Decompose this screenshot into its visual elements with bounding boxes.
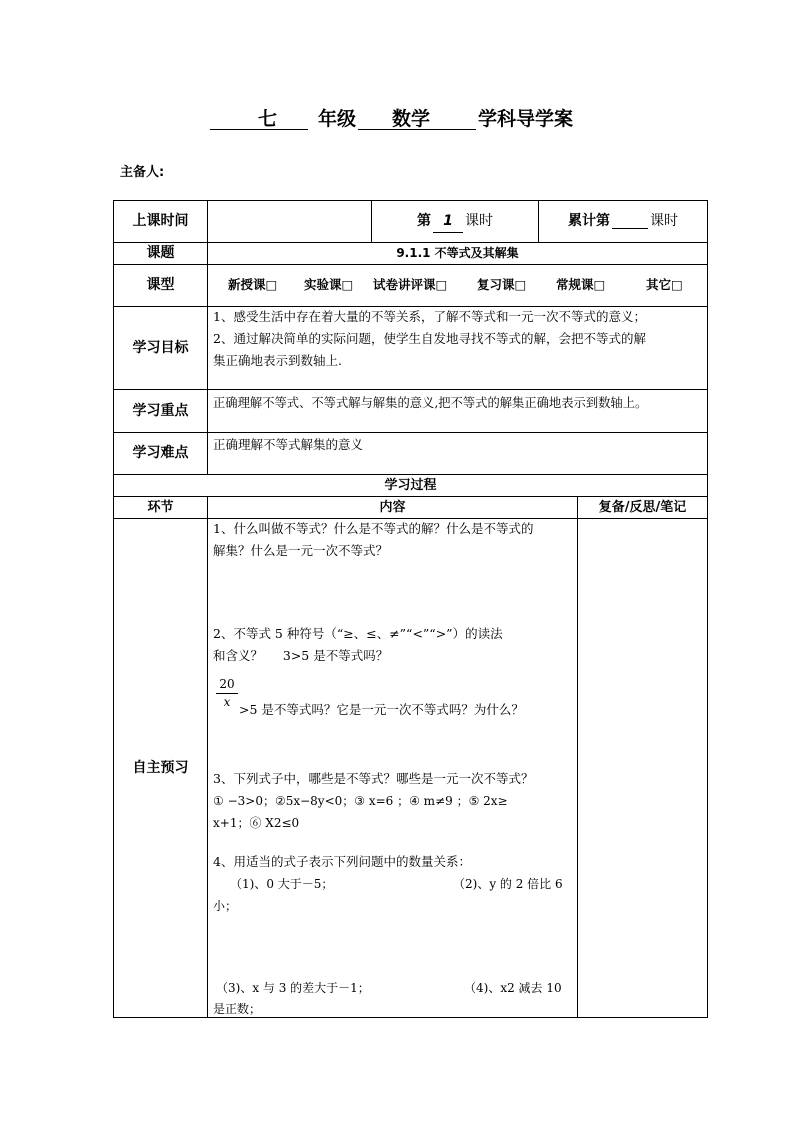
q4-item-3: （3)、x 与 3 的差大于－1； [216, 981, 370, 995]
document-title [210, 104, 590, 132]
q1-line-1: 1、什么叫做不等式？什么是不等式的解？什么是不等式的 [213, 521, 534, 536]
type-option-regular[interactable]: 常规课□ [556, 277, 606, 292]
focus-value: 正确理解不等式、不等式解与解集的意义,把不等式的解集正确地表示到数轴上。 [213, 396, 648, 410]
q2-followup: >5 是不等式吗？它是一元一次不等式吗？为什么？ [239, 702, 524, 717]
subject: 数学 [392, 108, 431, 130]
notes-column-header: 复备/反思/笔记 [598, 500, 687, 515]
grade: 七 [258, 108, 278, 130]
focus-label: 学习重点 [132, 402, 189, 419]
stage-column-header: 环节 [147, 500, 174, 515]
q4-intro: 4、用适当的式子表示下列问题中的数量关系： [213, 854, 471, 869]
q4-item-4-cont: 是正数； [213, 1002, 262, 1016]
goal-line-3: 集正确地表示到数轴上. [213, 353, 342, 368]
q4-item-4: （4)、x2 减去 10 [464, 981, 562, 995]
class-time-label: 上课时间 [132, 213, 189, 229]
goal-line-2: 2、通过解决简单的实际问题，使学生自发地寻找不等式的解，会把不等式的解 [213, 331, 646, 346]
q4-item-2: （2)、y 的 2 倍比 6 [453, 877, 563, 891]
notes-area[interactable] [578, 519, 707, 1017]
fraction-20-over-x: 20 x [216, 677, 238, 709]
grade-suffix: 年级 [318, 108, 357, 130]
doc-type: 学科导学案 [478, 108, 574, 130]
q2-line-2: 和含义？ 3>5 是不等式吗？ [213, 648, 389, 663]
class-time-value[interactable] [208, 201, 371, 242]
preparer-label: 主备人: [120, 165, 165, 180]
difficulty-value: 正确理解不等式解集的意义 [213, 437, 364, 452]
q4-item-1: （1)、0 大于－5； [230, 877, 334, 891]
q3-line-2: ① −3>0；②5x−8y<0；③ x=6 ；④ m≠9 ；⑤ 2x≥ [213, 794, 508, 808]
type-option-other[interactable]: 其它□ [646, 277, 683, 292]
goal-line-1: 1、感受生活中存在着大量的不等关系，了解不等式和一元一次不等式的意义； [213, 309, 646, 324]
lesson-number: 第 1 课时 [372, 201, 538, 242]
cumulative-lesson-blank[interactable] [612, 214, 648, 229]
cumulative-lesson: 累计第 课时 [568, 213, 678, 229]
content-column-header: 内容 [379, 500, 406, 515]
q3-line-3: x+1；⑥ X2≤0 [213, 816, 300, 830]
q3-line-1: 3、下列式子中，哪些是不等式？哪些是一元一次不等式？ [213, 771, 534, 786]
topic-label: 课题 [146, 245, 175, 261]
q4-item-2-cont: 小； [213, 899, 238, 913]
topic-value: 9.1.1 不等式及其解集 [396, 246, 519, 260]
q2-line-1: 2、不等式 5 种符号（“≥、≤、≠”“<”“>”）的读法 [213, 626, 503, 641]
difficulty-label: 学习难点 [132, 445, 189, 461]
lesson-number-value: 1 [433, 211, 463, 233]
lesson-type-label: 课型 [146, 277, 175, 293]
process-header: 学习过程 [384, 478, 437, 493]
type-option-lab[interactable]: 实验课□ [304, 277, 354, 292]
type-option-test-review[interactable]: 试卷讲评课□ [373, 277, 448, 292]
type-option-review[interactable]: 复习课□ [477, 277, 527, 292]
q1-line-2: 解集？什么是一元一次不等式？ [213, 543, 389, 558]
type-option-new[interactable]: 新授课□ [228, 277, 278, 292]
stage-self-study: 自主预习 [132, 759, 189, 776]
goals-label: 学习目标 [132, 339, 189, 356]
